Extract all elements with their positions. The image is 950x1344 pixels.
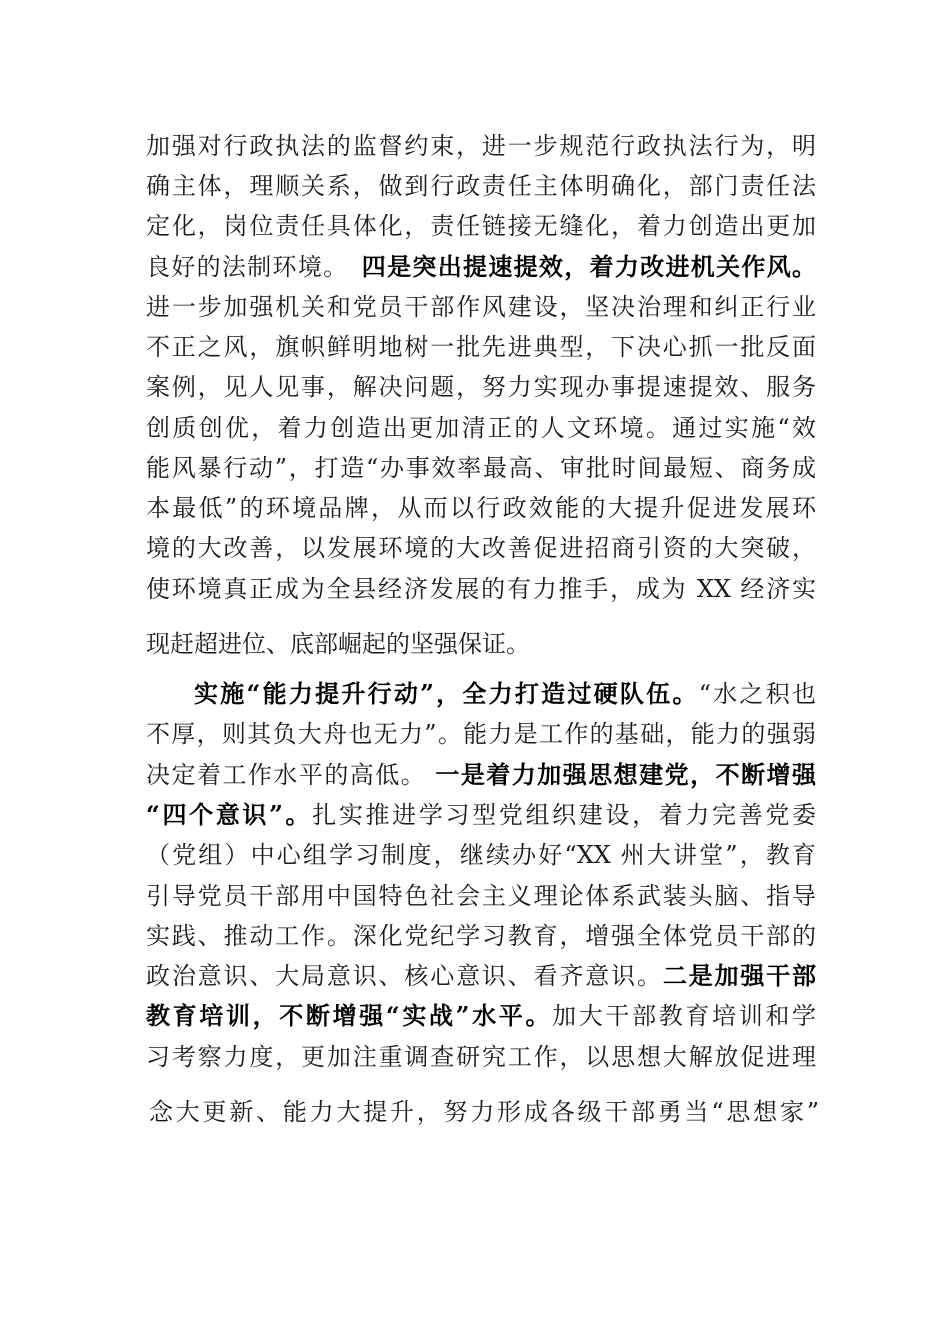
text-line-21: 政治意识、大局意识、核心意识、看齐意识。二是加强干部 <box>146 961 817 990</box>
text-line-14: 实施“能力提升行动”，全力打造过硬队伍。“水之积也 <box>194 679 816 708</box>
text-line-19: 引导党员干部用中国特色社会主义理论体系武装头脑、指导 <box>146 882 816 910</box>
section-heading-1-cont: “四个意识”。 <box>146 800 313 829</box>
text-line-5: 进一步加强机关和党员干部作风建设，坚决治理和纠正行业 <box>146 293 816 321</box>
text-line-11: 境的大改善，以发展环境的大改善促进招商引资的大突破， <box>146 534 816 562</box>
text-line-20: 实践、推动工作。深化党纪学习教育，增强全体党员干部的 <box>146 922 816 950</box>
text-line-1: 加强对行政执法的监督约束，进一步规范行政执法行为，明 <box>146 132 816 160</box>
section-heading-1: 一是着力加强思想建党，不断增强 <box>435 760 816 789</box>
text-line-12: 使环境真正成为全县经济发展的有力推手，成为 XX 经济实 <box>146 575 816 603</box>
text-line-13: 现赶超进位、底部崛起的坚强保证。 <box>146 630 530 658</box>
text-line-3: 定化，岗位责任具体化，责任链接无缝化，着力创造出更加 <box>146 212 816 240</box>
text-line-7: 案例，见人见事，解决问题，努力实现办事提速提效、服务 <box>146 373 816 401</box>
text-line-9: 能风暴行动”，打造“办事效率最高、审批时间最短、商务成 <box>146 454 816 482</box>
text-line-24: 念大更新、能力大提升，努力形成各级干部勇当“思想家” <box>149 1098 819 1126</box>
text-line-17: “四个意识”。扎实推进学习型党组织建设，着力完善党委 <box>146 800 817 829</box>
paragraph-heading-ability: 实施“能力提升行动”，全力打造过硬队伍。 <box>194 679 699 708</box>
section-heading-2-cont: 教育培训，不断增强“实战”水平。 <box>146 1001 553 1030</box>
text-line-4: 良好的法制环境。 四是突出提速提效，着力改进机关作风。 <box>146 252 817 281</box>
text-line-23: 习考察力度，更加注重调查研究工作，以思想大解放促进理 <box>146 1043 816 1071</box>
text-line-6: 不正之风，旗帜鲜明地树一批先进典型，下决心抓一批反面 <box>146 333 816 361</box>
text-line-16: 决定着工作水平的高低。 一是着力加强思想建党，不断增强 <box>146 760 816 789</box>
text-line-2: 确主体，理顺关系，做到行政责任主体明确化，部门责任法 <box>146 172 816 200</box>
text-line-8: 创质创优，着力创造出更加清正的人文环境。通过实施“效 <box>146 414 816 442</box>
text-line-22: 教育培训，不断增强“实战”水平。加大干部教育培训和学 <box>146 1001 817 1030</box>
section-heading-2: 二是加强干部 <box>662 961 817 990</box>
text-line-10: 本最低”的环境品牌，从而以行政效能的大提升促进发展环 <box>146 494 816 522</box>
text-line-18: （党组）中心组学习制度，继续办好“XX 州大讲堂”，教育 <box>146 841 816 869</box>
section-heading-4: 四是突出提速提效，着力改进机关作风。 <box>361 252 817 281</box>
text-line-15: 不厚，则其负大舟也无力”。能力是工作的基础，能力的强弱 <box>146 720 816 748</box>
